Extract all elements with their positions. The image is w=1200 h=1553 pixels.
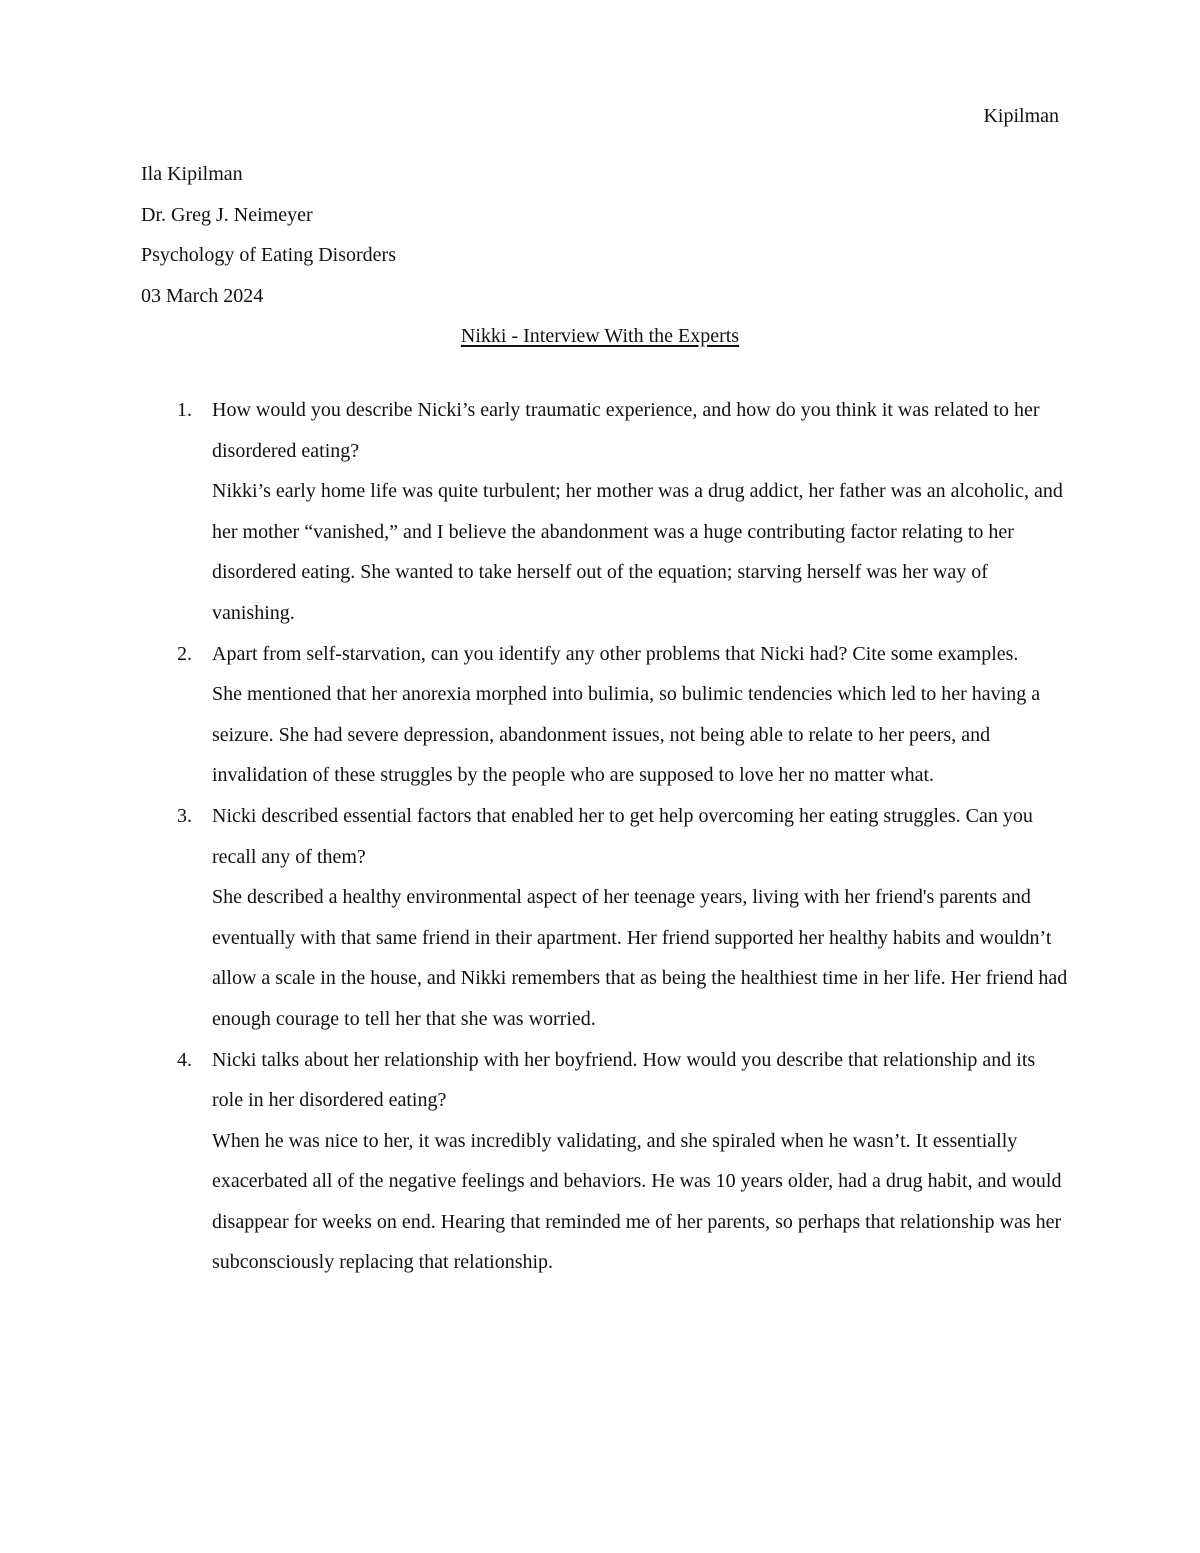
item-number: 4.: [177, 1048, 192, 1071]
list-item: [141, 796, 1071, 1040]
list-item: [141, 390, 1071, 634]
instructor-name: Dr. Greg J. Neimeyer: [141, 203, 313, 226]
item-number: 2.: [177, 642, 192, 665]
student-name: Ila Kipilman: [141, 163, 243, 185]
date: 03 March 2024: [141, 284, 264, 307]
mla-heading: [141, 154, 1059, 357]
running-header: Kipilman: [983, 105, 1059, 127]
item-number: 1.: [177, 399, 192, 421]
answer-text: She described a healthy environmental aspect of her teenage years, living with her friend's parents and eventually with that same friend in their apartment. Her friend supported her healthy habits and wouldn’t allow a scale in the house, and Nikki remembers that as being the healthiest time in her life. Her friend had enough courage to tell her that she was worried.: [212, 886, 1068, 1030]
question-list: [141, 390, 1071, 1283]
document-title: Nikki - Interview With the Experts: [460, 325, 740, 348]
question-text: Nicki talks about her relationship with her boyfriend. How would you describe that relationship and its role in her disordered eating?: [212, 1048, 1036, 1112]
question-text: How would you describe Nicki’s early traumatic experience, and how do you think it was related to her disordered eating?: [212, 399, 1040, 462]
list-item: [141, 1040, 1071, 1284]
answer-text: Nikki’s early home life was quite turbulent; her mother was a drug addict, her father was an alcoholic, and her mother “vanished,” and I believe the abandonment was a huge contributing factor relating to her disordered eating. She wanted to take herself out of the equation; starving herself was her way of vanishing.: [212, 480, 1063, 624]
answer-text: She mentioned that her anorexia morphed into bulimia, so bulimic tendencies which led to her having a seizure. She had severe depression, abandonment issues, not being able to relate to her peers, and invalidation of these struggles by the people who are supposed to love her no matter what.: [212, 683, 1041, 787]
course-name: Psychology of Eating Disorders: [141, 244, 396, 267]
question-text: Nicki described essential factors that enabled her to get help overcoming her eating struggles. Can you recall any of them?: [212, 804, 1033, 868]
question-text: Apart from self-starvation, can you identify any other problems that Nicki had? Cite some examples.: [212, 642, 1019, 665]
item-number: 3.: [177, 804, 192, 827]
list-item: [141, 634, 1071, 796]
answer-text: When he was nice to her, it was incredibly validating, and she spiraled when he wasn’t. It essentially exacerbated all of the negative feelings and behaviors. He was 10 years older, had a drug habit, and would disappear for weeks on end. Hearing that reminded me of her parents, so perhaps that relationship was her subconsciously replacing that relationship.: [212, 1129, 1062, 1274]
